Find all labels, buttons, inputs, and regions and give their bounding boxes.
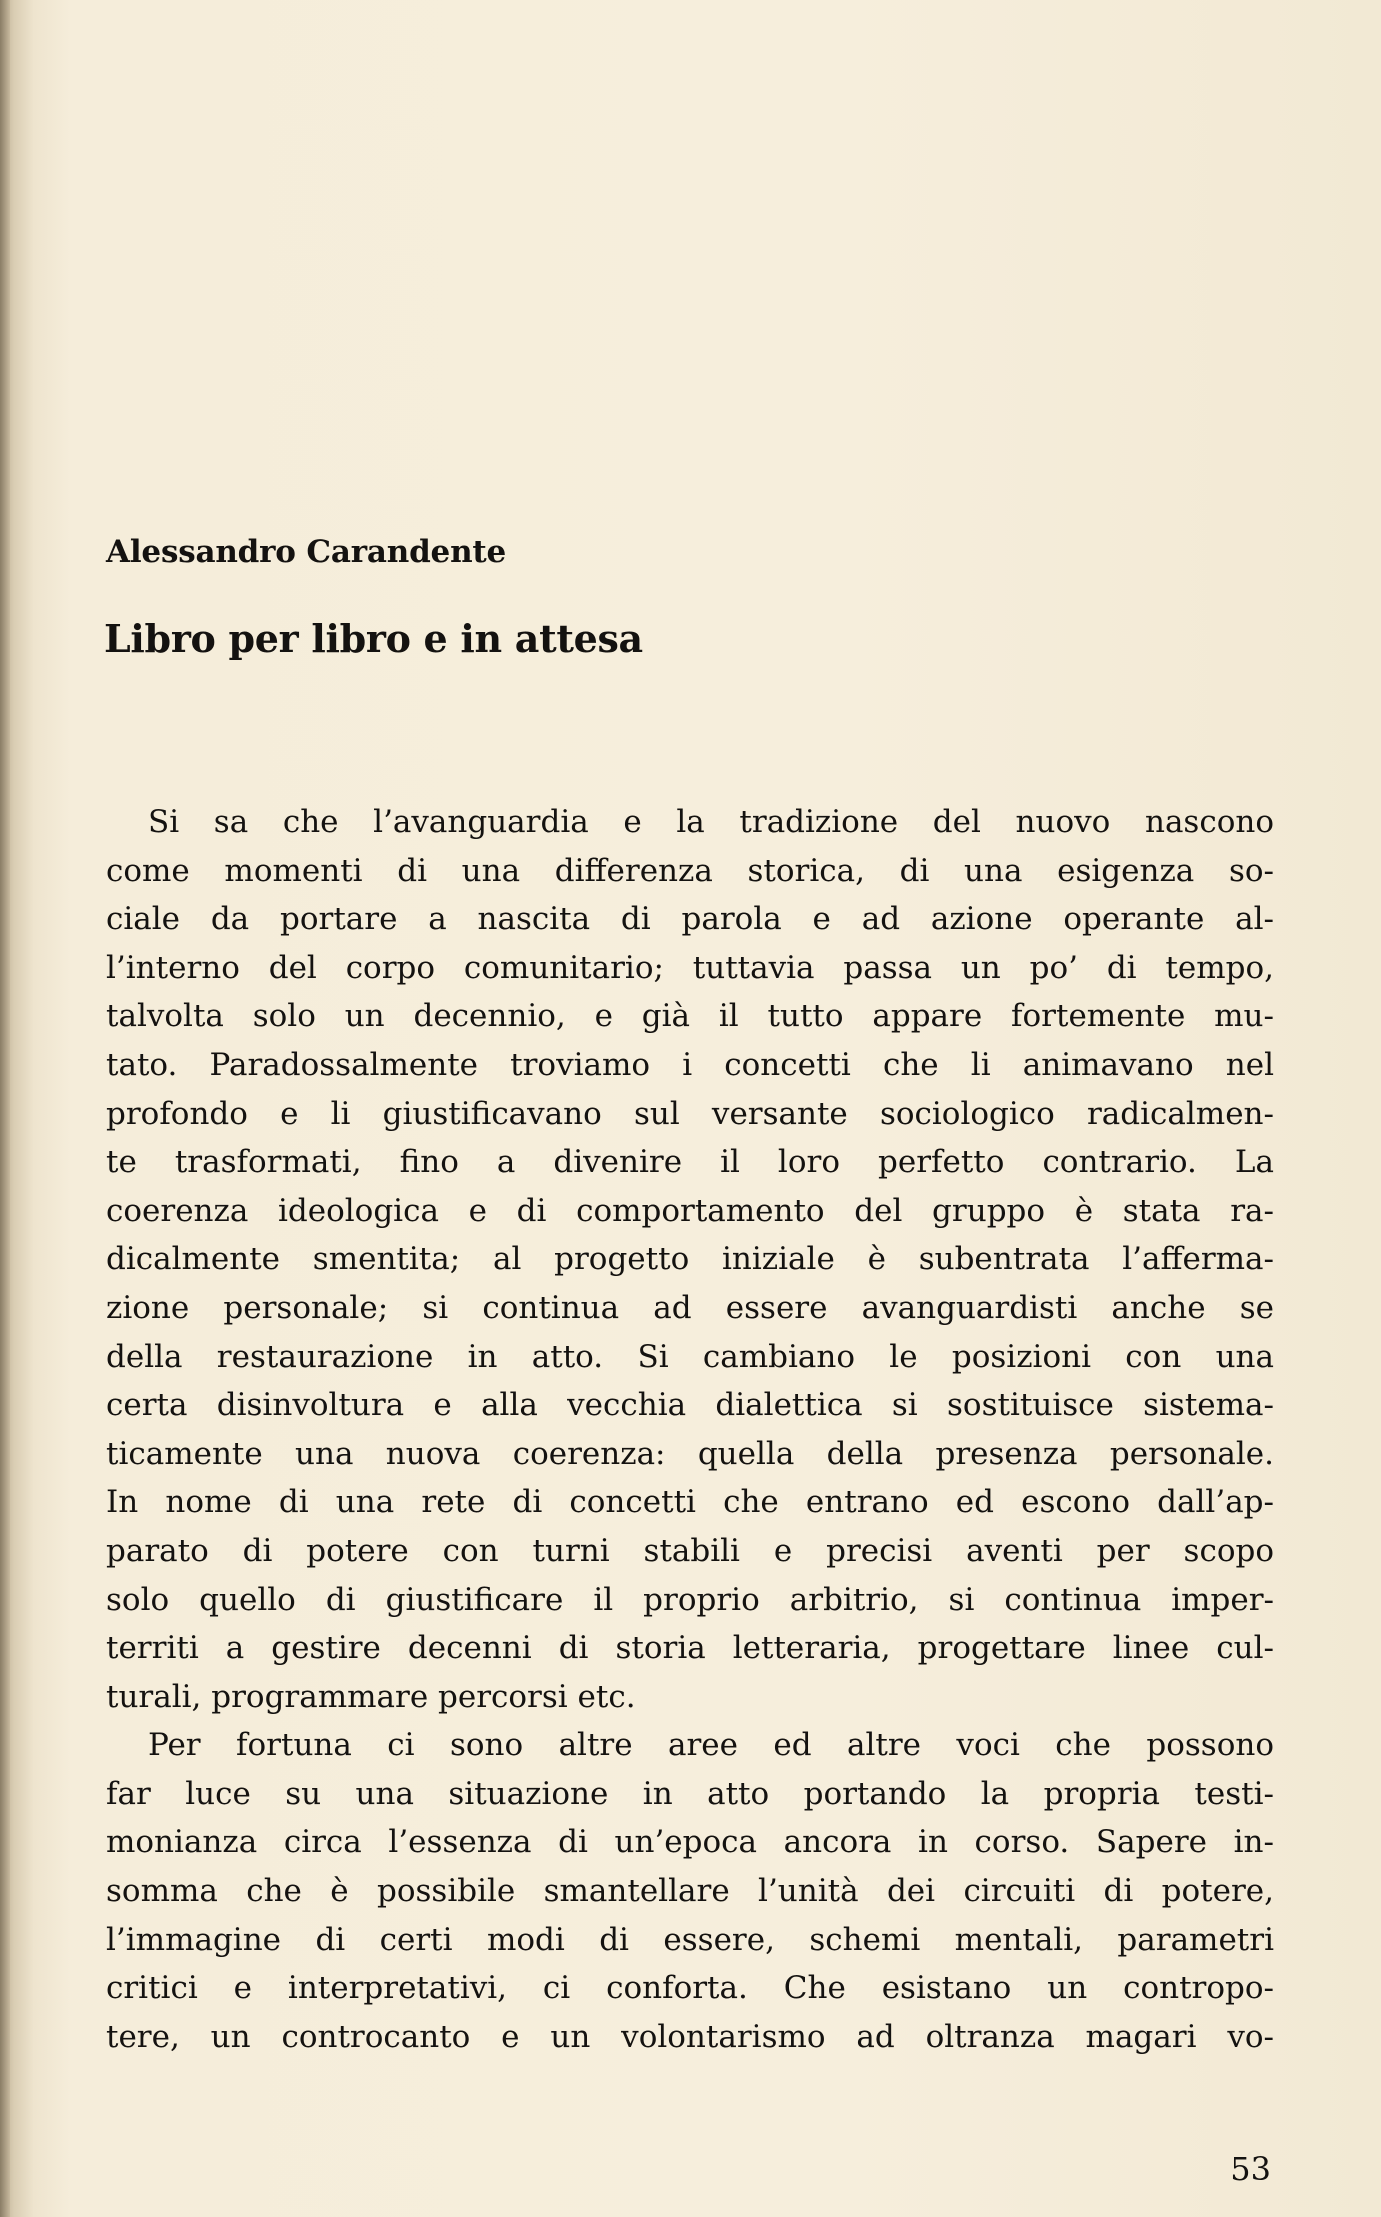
text-line: turali, programmare percorsi etc.: [106, 1678, 636, 1715]
page-spine-edge: [0, 0, 10, 2217]
text-line: far luce su una situazione in atto portando la propria testi-: [106, 1775, 1274, 1812]
text-line: territi a gestire decenni di storia letteraria, progettare linee cul-: [106, 1630, 1274, 1667]
text-line: solo quello di giustificare il proprio arbitrio, si continua imper-: [106, 1581, 1274, 1618]
text-line: profondo e li giustificavano sul versante sociologico radicalmen-: [106, 1095, 1274, 1132]
article-body: [106, 798, 1274, 2061]
text-line: ticamente una nuova coerenza: quella della presenza personale.: [106, 1435, 1274, 1472]
paragraph-1: [106, 798, 1274, 1721]
article-title: Libro per libro e in attesa: [104, 616, 643, 661]
text-line: monianza circa l’essenza di un’epoca ancora in corso. Sapere in-: [106, 1824, 1274, 1861]
text-line: coerenza ideologica e di comportamento del gruppo è stata ra-: [106, 1192, 1274, 1229]
text-line: te trasformati, fino a divenire il loro perfetto contrario. La: [106, 1144, 1274, 1181]
text-line: ciale da portare a nascita di parola e ad azione operante al-: [106, 901, 1274, 938]
text-line: parato di potere con turni stabili e precisi aventi per scopo: [106, 1532, 1274, 1569]
article-author: Alessandro Carandente: [106, 534, 507, 570]
text-line: tato. Paradossalmente troviamo i concetti che li animavano nel: [106, 1046, 1274, 1083]
text-line: Si sa che l’avanguardia e la tradizione del nuovo nascono: [148, 804, 1274, 840]
text-line: zione personale; si continua ad essere avanguardisti anche se: [106, 1289, 1274, 1326]
text-line: somma che è possibile smantellare l’unità dei circuiti di potere,: [106, 1873, 1274, 1910]
text-line: critici e interpretativi, ci conforta. Che esistano un contropo-: [106, 1970, 1274, 2007]
paragraph-2: [106, 1721, 1274, 2061]
text-line: come momenti di una differenza storica, di una esigenza so-: [106, 852, 1274, 889]
text-line: Per fortuna ci sono altre aree ed altre voci che possono: [148, 1727, 1274, 1764]
text-line: l’interno del corpo comunitario; tuttavia passa un po’ di tempo,: [106, 949, 1274, 986]
text-line: l’immagine di certi modi di essere, schemi mentali, parametri: [106, 1921, 1274, 1958]
text-line: certa disinvoltura e alla vecchia dialettica si sostituisce sistema-: [106, 1387, 1274, 1424]
text-line: della restaurazione in atto. Si cambiano le posizioni con una: [106, 1338, 1274, 1375]
page-number: 53: [1230, 2150, 1271, 2188]
text-line: dicalmente smentita; al progetto iniziale è subentrata l’afferma-: [106, 1241, 1274, 1278]
text-line: tere, un controcanto e un volontarismo ad oltranza magari vo-: [106, 2018, 1274, 2055]
text-line: In nome di una rete di concetti che entrano ed escono dall’ap-: [106, 1484, 1274, 1521]
text-line: talvolta solo un decennio, e già il tutto appare fortemente mu-: [106, 998, 1274, 1035]
